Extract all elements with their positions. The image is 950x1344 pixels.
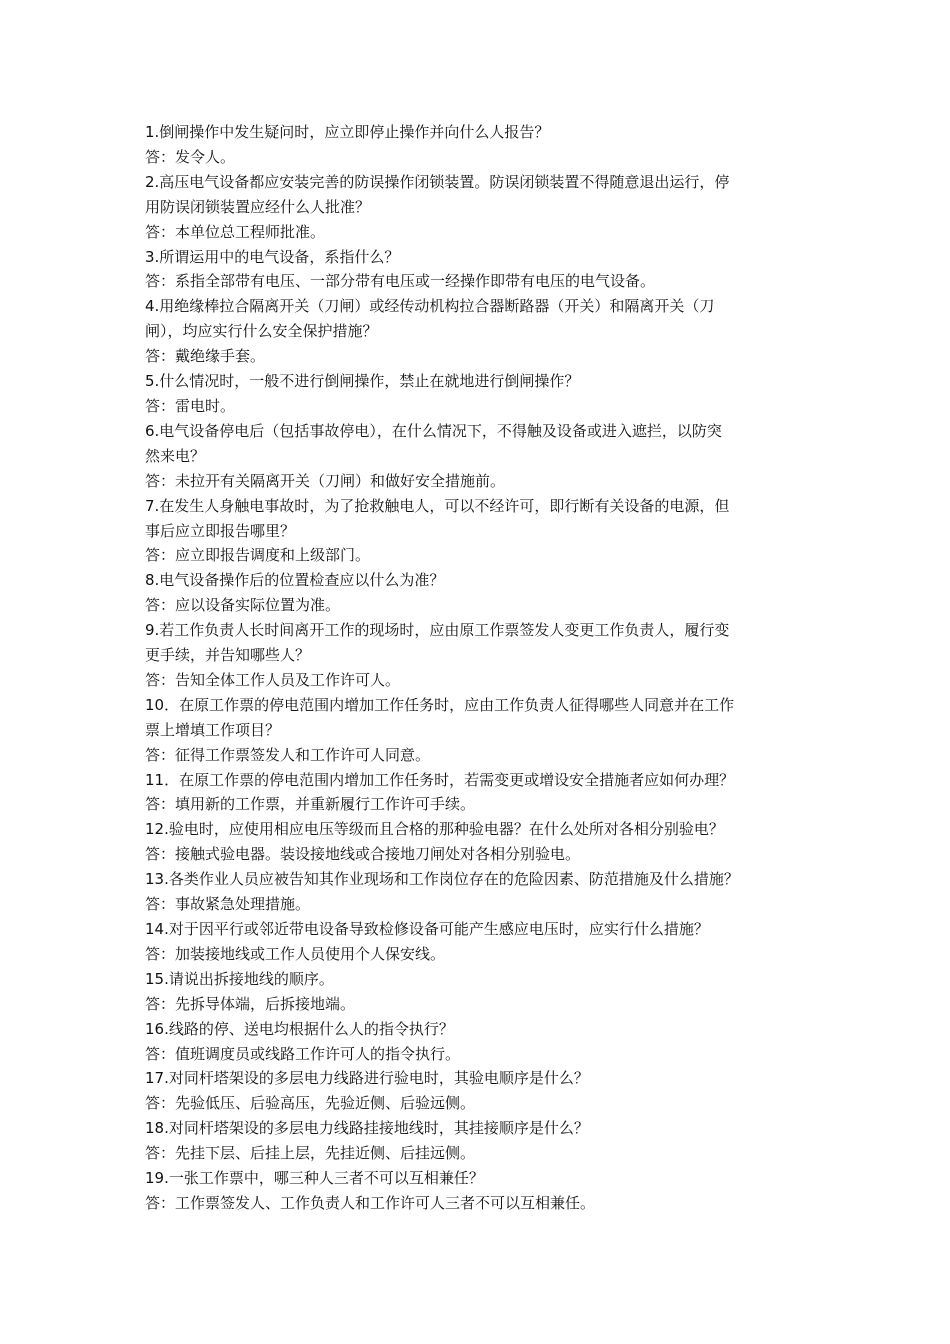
question-text: 1.倒闸操作中发生疑问时，应立即停止操作并向什么人报告？ xyxy=(145,123,550,141)
answer-text: 答：征得工作票签发人和工作许可人同意。 xyxy=(145,745,431,764)
answer-text: 答：发令人。 xyxy=(145,147,236,166)
question-text: 19.一张工作票中，哪三种人三者不可以互相兼任？ xyxy=(145,1169,484,1188)
question-text: 14.对于因平行或邻近带电设备导致检修设备可能产生感应电压时，应实行什么措施？ xyxy=(145,920,709,938)
answer-text: 答：应立即报告调度和上级部门。 xyxy=(145,546,371,565)
answer-text: 答：加装接地线或工作人员使用个人保安线。 xyxy=(145,944,446,963)
answer-text: 答：填用新的工作票，并重新履行工作许可手续。 xyxy=(145,795,476,814)
document-body xyxy=(145,120,810,1216)
question-text: 17.对同杆塔架设的多层电力线路进行验电时，其验电顺序是什么？ xyxy=(145,1069,589,1088)
question-text-continued: 票上增填工作项目？ xyxy=(145,720,281,739)
question-text-continued: 更手续，并告知哪些人？ xyxy=(145,646,311,665)
question-text: 8.电气设备操作后的位置检查应以什么为准？ xyxy=(145,571,445,590)
answer-text: 答：本单位总工程师批准。 xyxy=(145,222,326,241)
answer-text: 答：先挂下层、后挂上层，先挂近侧、后挂远侧。 xyxy=(145,1144,476,1163)
question-text: 13.各类作业人员应被告知其作业现场和工作岗位存在的危险因素、防范措施及什么措施？ xyxy=(145,870,739,889)
answer-text: 答：未拉开有关隔离开关（刀闸）和做好安全措施前。 xyxy=(145,471,506,490)
answer-text: 答：接触式验电器。装设接地线或合接地刀闸处对各相分别验电。 xyxy=(145,845,581,864)
answer-text: 答：先拆导体端，后拆接地端。 xyxy=(145,994,356,1013)
question-text: 18.对同杆塔架设的多层电力线路挂接地线时，其挂接顺序是什么？ xyxy=(145,1119,589,1138)
question-text: 5.什么情况时，一般不进行倒闸操作，禁止在就地进行倒闸操作？ xyxy=(145,372,580,391)
answer-text: 答：先验低压、后验高压，先验近侧、后验远侧。 xyxy=(145,1094,476,1113)
question-text-continued: 闸），均应实行什么安全保护措施？ xyxy=(145,322,378,341)
answer-text: 答：雷电时。 xyxy=(145,396,236,415)
question-text: 6.电气设备停电后（包括事故停电），在什么情况下，不得触及设备或进入遮拦，以防突 xyxy=(145,421,722,440)
answer-text: 答：事故紧急处理措施。 xyxy=(145,895,311,914)
question-text: 3.所谓运用中的电气设备，系指什么？ xyxy=(145,247,400,266)
question-text-continued: 事后应立即报告哪里？ xyxy=(145,521,296,540)
question-text-continued: 然来电？ xyxy=(145,446,206,465)
answer-text: 答：应以设备实际位置为准。 xyxy=(145,596,341,615)
question-text: 16.线路的停、送电均根据什么人的指令执行？ xyxy=(145,1019,454,1038)
answer-text: 答：值班调度员或线路工作许可人的指令执行。 xyxy=(145,1044,461,1063)
answer-text: 答：工作票签发人、工作负责人和工作许可人三者不可以互相兼任。 xyxy=(145,1193,596,1212)
question-text: 2.高压电气设备都应安装完善的防误操作闭锁装置。防误闭锁装置不得随意退出运行，停 xyxy=(145,172,730,191)
question-text: 15.请说出拆接地线的顺序。 xyxy=(145,969,334,988)
question-text: 12.验电时，应使用相应电压等级而且合格的那种验电器？在什么处所对各相分别验电？ xyxy=(145,820,724,839)
question-text: 4.用绝缘棒拉合隔离开关（刀闸）或经传动机构拉合器断路器（开关）和隔离开关（刀 xyxy=(145,297,715,316)
question-text: 7.在发生人身触电事故时，为了抢救触电人，可以不经许可，即行断有关设备的电源，但 xyxy=(145,496,730,515)
answer-text: 答：告知全体工作人员及工作许可人。 xyxy=(145,670,401,689)
answer-text: 答：系指全部带有电压、一部分带有电压或一经操作即带有电压的电气设备。 xyxy=(145,272,656,291)
question-text: 10．在原工作票的停电范围内增加工作任务时，应由工作负责人征得哪些人同意并在工作 xyxy=(145,695,735,714)
answer-text: 答：戴绝缘手套。 xyxy=(145,347,266,366)
question-text-continued: 用防误闭锁装置应经什么人批准？ xyxy=(145,197,371,216)
question-text: 11．在原工作票的停电范围内增加工作任务时，若需变更或增设安全措施者应如何办理？ xyxy=(145,770,735,789)
question-text: 9.若工作负责人长时间离开工作的现场时，应由原工作票签发人变更工作负责人，履行变 xyxy=(145,621,730,640)
